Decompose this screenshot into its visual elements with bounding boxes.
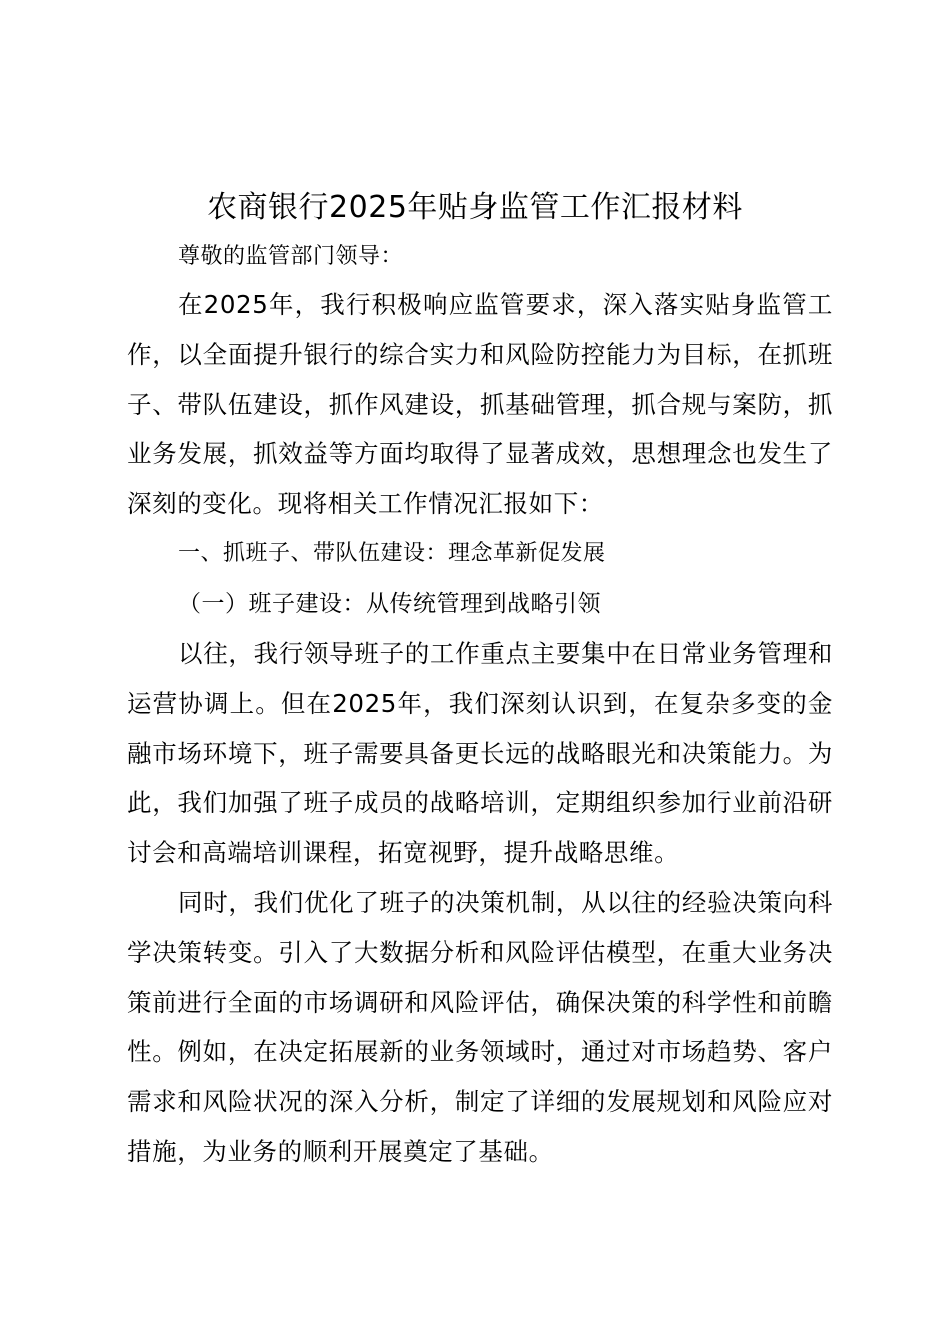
document-body [127, 234, 833, 1177]
body-paragraph: 以往，我行领导班子的工作重点主要集中在日常业务管理和运营协调上。但在2025年，我们深刻认识到，在复杂多变的金融市场环境下，班子需要具备更长远的战略眼光和决策能力。为此，我们加强了班子成员的战略培训，定期组织参加行业前沿研讨会和高端培训课程，拓宽视野，提升战略思维。 [127, 638, 833, 868]
salutation: 尊敬的监管部门领导： [178, 244, 404, 269]
subsection-heading: （一）班子建设：从传统管理到战略引领 [178, 590, 601, 617]
body-paragraph: 同时，我们优化了班子的决策机制，从以往的经验决策向科学决策转变。引入了大数据分析和风险评估模型，在重大业务决策前进行全面的市场调研和风险评估，确保决策的科学性和前瞻性。例如，在决定拓展新的业务领域时，通过对市场趋势、客户需求和风险状况的深入分析，制定了详细的发展规划和风险应对措施，为业务的顺利开展奠定了基础。 [127, 887, 833, 1166]
section-heading: 一、抓班子、带队伍建设：理念革新促发展 [178, 540, 606, 566]
intro-paragraph: 在2025年，我行积极响应监管要求，深入落实贴身监管工作，以全面提升银行的综合实力和风险防控能力为目标，在抓班子、带队伍建设，抓作风建设，抓基础管理，抓合规与案防，抓业务发展，抓效益等方面均取得了显著成效，思想理念也发生了深刻的变化。现将相关工作情况汇报如下： [127, 290, 833, 519]
document-title: 农商银行2025年贴身监管工作汇报材料 [207, 190, 743, 225]
